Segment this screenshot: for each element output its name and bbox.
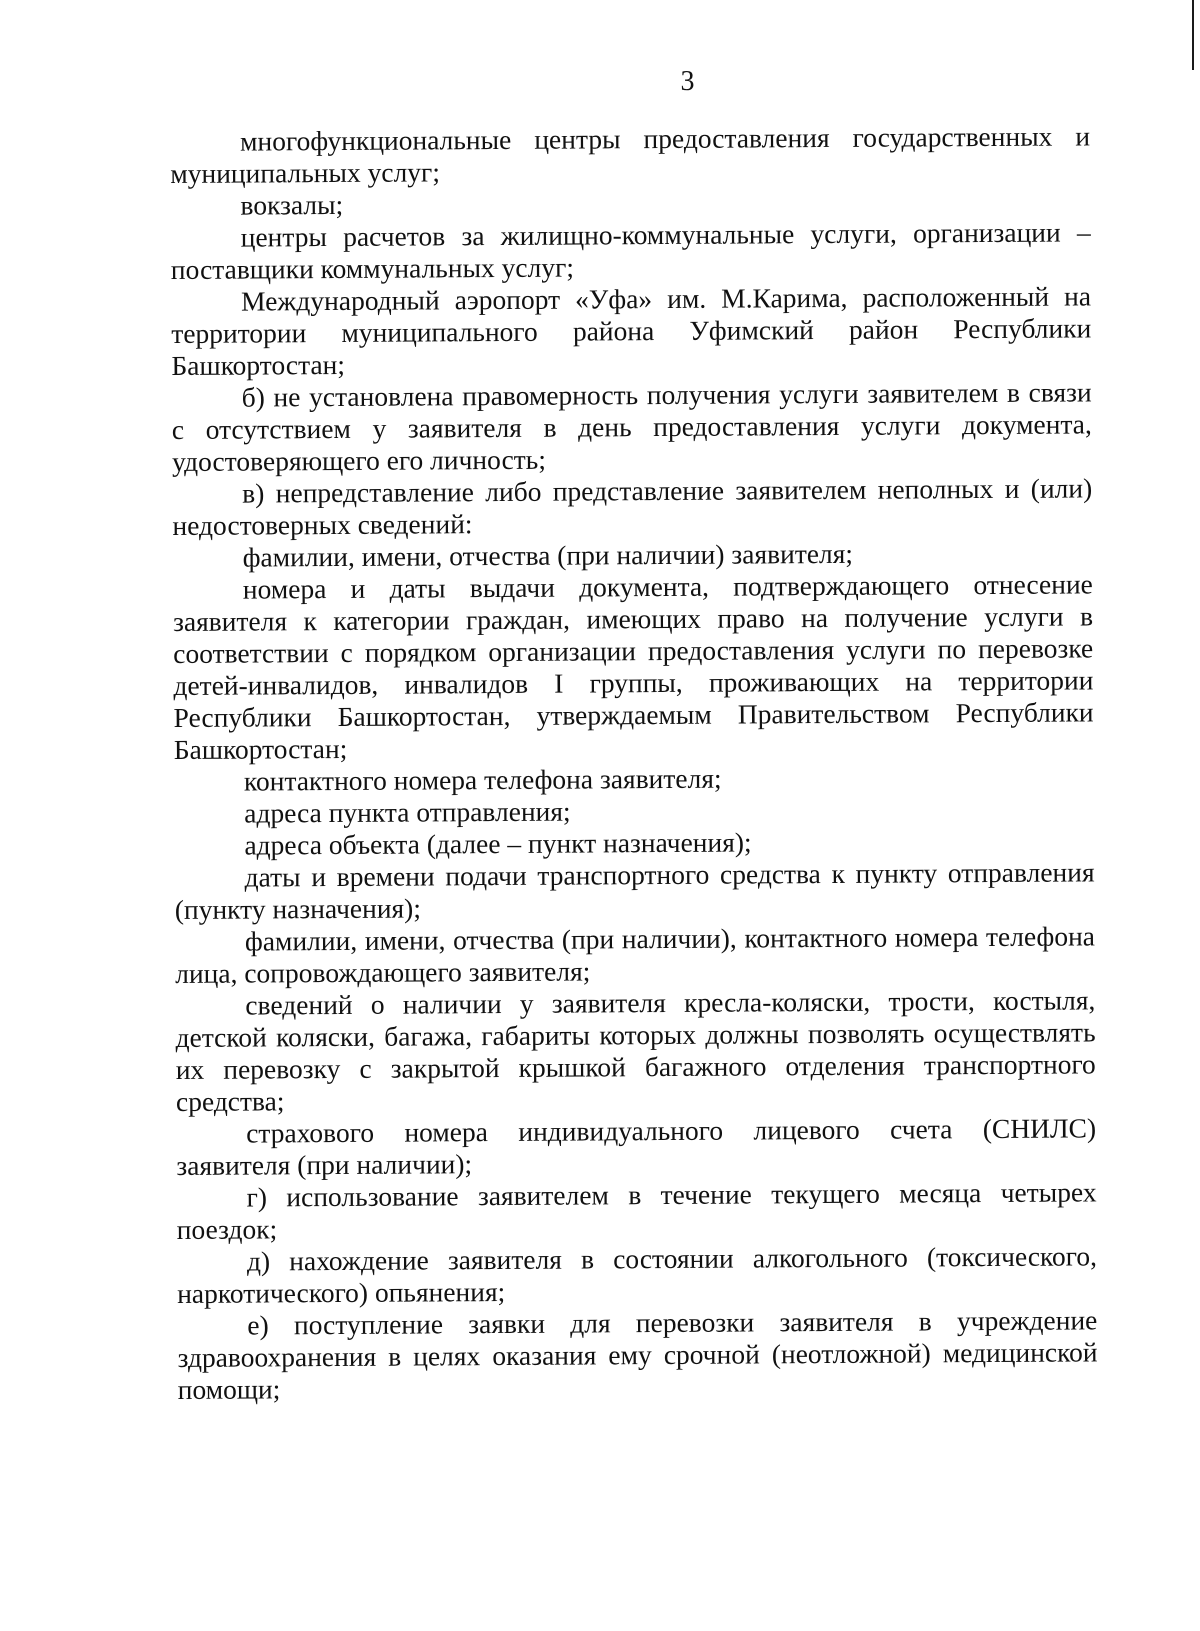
paragraph-payment-centers: центры расчетов за жилищно-коммунальные услуги, организации – поставщики коммунальных услуг;: [170, 216, 1091, 285]
paragraph-item-v: в) непредставление либо представление заявителем неполных и (или) недостоверных сведений:: [172, 472, 1093, 541]
paragraph-snils: страхового номера индивидуального лицевого счета (СНИЛС) заявителя (при наличии);: [176, 1112, 1097, 1181]
paragraph-mfc: многофункциональные центры предоставления государственных и муниципальных услуг;: [170, 120, 1091, 189]
paragraph-object-address: адреса объекта (далее – пункт назначения);: [244, 826, 752, 861]
paragraph-item-b: б) не установлена правомерность получения услуги заявителем в связи с отсутствием у заявителя в день предоставления услуги документа, удостоверяющего его личность;: [171, 376, 1092, 477]
paragraph-item-e: е) поступление заявки для перевозки заявителя в учреждение здравоохранения в целях оказания ему срочной (неотложной) медицинской помощи;: [177, 1304, 1098, 1405]
paragraph-item-g: г) использование заявителем в течение текущего месяца четырех поездок;: [176, 1176, 1097, 1245]
scan-edge-line: [1192, 0, 1194, 70]
paragraph-document-number: номера и даты выдачи документа, подтверждающего отнесение заявителя к категории граждан, имеющих право на получение услуги в соответствии с порядком организации предоставления услуги по перевозке детей-инвалидов, инвалидов I группы, проживающих на территории Республики Башкортостан, утверждаемым Правительством Республики Башкортостан;: [172, 568, 1094, 765]
paragraph-departure-address: адреса пункта отправления;: [244, 795, 571, 829]
paragraph-date-time: даты и времени подачи транспортного средства к пункту отправления (пункту назначения);: [174, 856, 1095, 925]
paragraph-item-d: д) нахождение заявителя в состоянии алкогольного (токсического, наркотического) опьянения;: [177, 1240, 1098, 1309]
paragraph-companion: фамилии, имени, отчества (при наличии), контактного номера телефона лица, сопровождающего заявителя;: [175, 920, 1096, 989]
paragraph-contact-phone: контактного номера телефона заявителя;: [243, 762, 722, 797]
paragraph-airport: Международный аэропорт «Уфа» им. М.Карима, расположенный на территории муниципального района Уфимский район Республики Башкортостан;: [171, 280, 1092, 381]
paragraph-wheelchair: сведений о наличии у заявителя кресла-коляски, трости, костыля, детской коляски, багажа, габариты которых должны позволять осуществлять их перевозку с закрытой крышкой багажного отделения транспортного средства;: [175, 984, 1096, 1117]
page-number: 3: [680, 66, 695, 97]
paragraph-stations: вокзалы;: [240, 188, 344, 221]
paragraph-full-name: фамилии, имени, отчества (при наличии) заявителя;: [242, 537, 854, 573]
document-body: [170, 120, 1098, 1406]
